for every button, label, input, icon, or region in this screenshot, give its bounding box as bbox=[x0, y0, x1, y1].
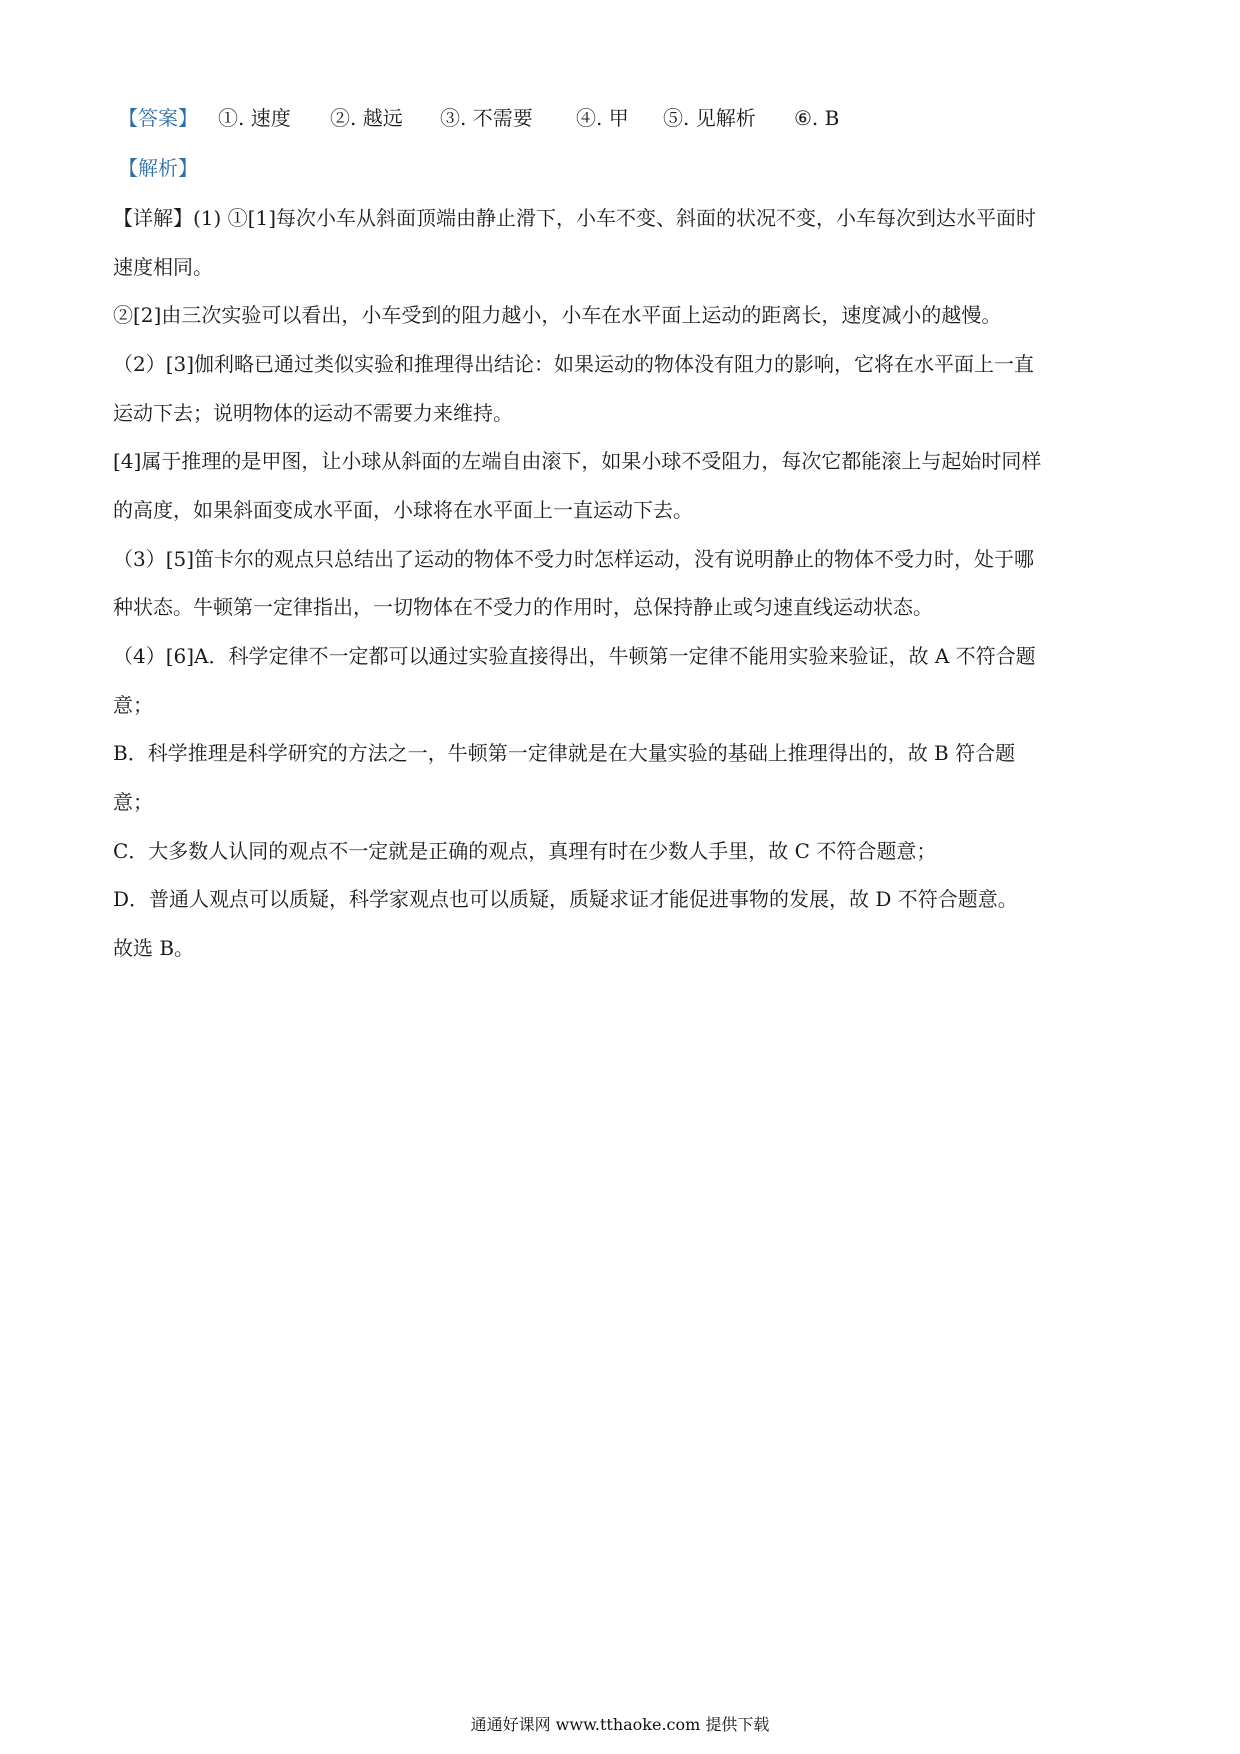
detail-line-5: 运动下去；说明物体的运动不需要力来维持。 bbox=[113, 401, 513, 425]
detail-line-7: 的高度，如果斜面变成水平面，小球将在水平面上一直运动下去。 bbox=[113, 498, 693, 522]
detail-line-8: （3）[5]笛卡尔的观点只总结出了运动的物体不受力时怎样运动，没有说明静止的物体不受力时，处于哪 bbox=[113, 547, 1035, 571]
answer-tag: 【答案】 bbox=[118, 106, 198, 130]
analysis-tag: 【解析】 bbox=[118, 156, 198, 180]
detail-line-6: [4]属于推理的是甲图，让小球从斜面的左端自由滚下，如果小球不受阻力，每次它都能滚上与起始时同样 bbox=[113, 449, 1042, 473]
answer-item-3: ③. 不需要 bbox=[440, 106, 533, 130]
page-footer: 通通好课网 www.tthaoke.com 提供下载 bbox=[470, 1715, 770, 1734]
detail-line-10: （4）[6]A．科学定律不一定都可以通过实验直接得出，牛顿第一定律不能用实验来验证，故 A 不符合题 bbox=[113, 644, 1036, 668]
detail-line-13: 意； bbox=[113, 790, 153, 814]
detail-line-16: 故选 B。 bbox=[113, 936, 195, 960]
detail-line-14: C．大多数人认同的观点不一定就是正确的观点，真理有时在少数人手里，故 C 不符合题意； bbox=[113, 839, 937, 863]
detail-line-11: 意； bbox=[113, 693, 153, 717]
answer-item-4: ④. 甲 bbox=[576, 106, 629, 130]
answer-item-6: ⑥. B bbox=[794, 106, 840, 130]
answer-item-1: ①. 速度 bbox=[218, 106, 291, 130]
detail-line-12: B．科学推理是科学研究的方法之一，牛顿第一定律就是在大量实验的基础上推理得出的，故 B 符合题 bbox=[113, 741, 1016, 765]
detail-line-4: （2）[3]伽利略已通过类似实验和推理得出结论：如果运动的物体没有阻力的影响，它将在水平面上一直 bbox=[113, 352, 1035, 376]
detail-line-1: 【详解】(1) ①[1]每次小车从斜面顶端由静止滑下，小车不变、斜面的状况不变，小车每次到达水平面时 bbox=[113, 206, 1037, 230]
answer-item-2: ②. 越远 bbox=[330, 106, 403, 130]
detail-line-3: ②[2]由三次实验可以看出，小车受到的阻力越小，小车在水平面上运动的距离长，速度减小的越慢。 bbox=[113, 303, 1002, 327]
detail-line-9: 种状态。牛顿第一定律指出，一切物体在不受力的作用时，总保持静止或匀速直线运动状态。 bbox=[113, 595, 933, 619]
detail-line-15: D．普通人观点可以质疑，科学家观点也可以质疑，质疑求证才能促进事物的发展，故 D 不符合题意。 bbox=[113, 887, 1018, 911]
detail-line-2: 速度相同。 bbox=[113, 255, 213, 279]
answer-item-5: ⑤. 见解析 bbox=[663, 106, 756, 130]
